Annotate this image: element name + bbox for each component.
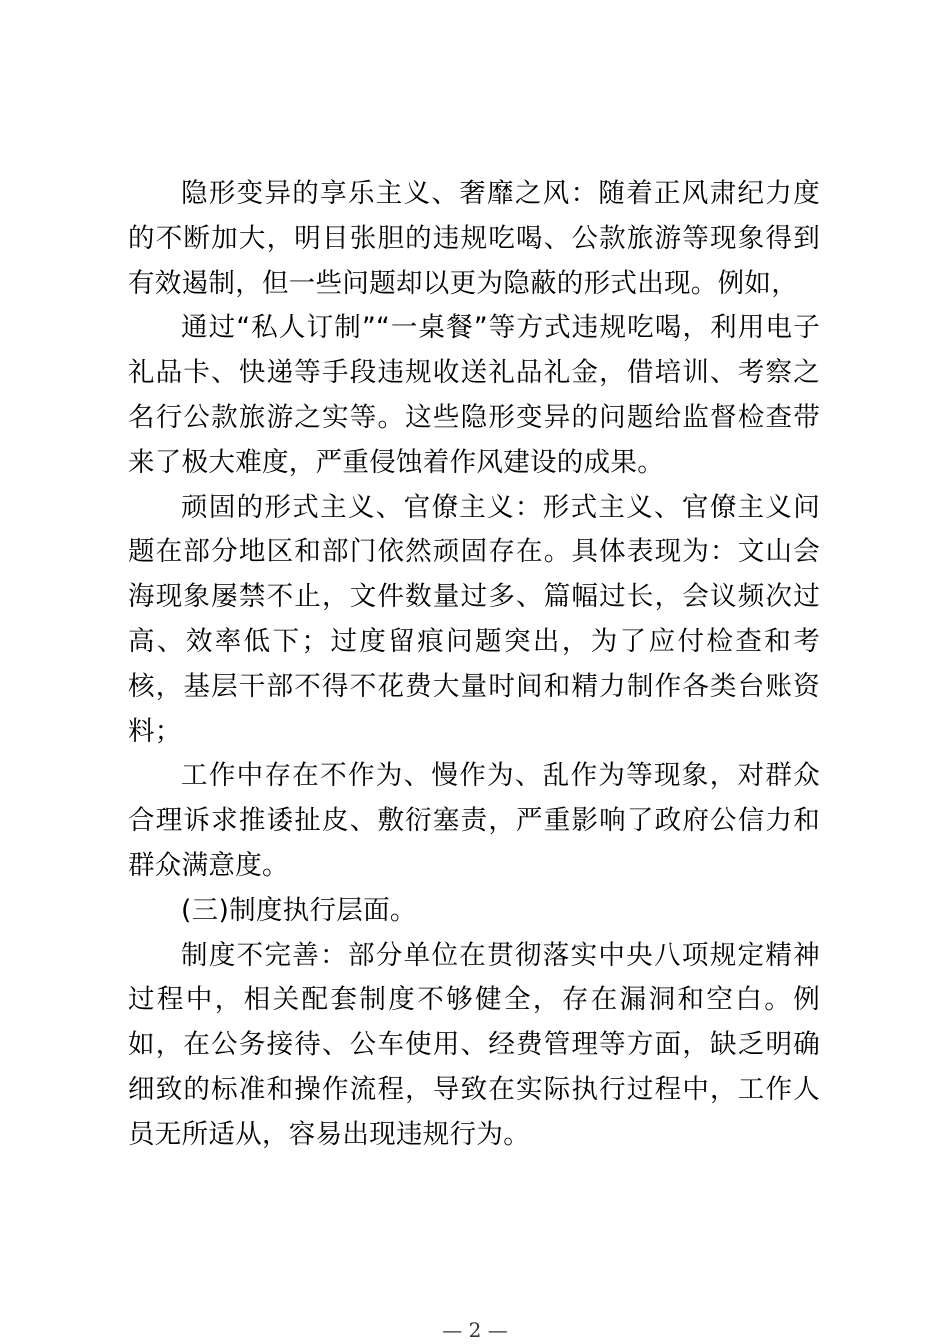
paragraph-hidden-hedonism: 隐形变异的享乐主义、奢靡之风：随着正风肃纪力度的不断加大，明目张胆的违规吃喝、公款旅游等现象得到有效遏制，但一些问题却以更为隐蔽的形式出现。例如，	[128, 178, 820, 299]
paragraph-formalism-bureaucratism: 顽固的形式主义、官僚主义：形式主义、官僚主义问题在部分地区和部门依然顽固存在。具体表现为：文山会海现象屡禁不止，文件数量过多、篇幅过长，会议频次过高、效率低下；过度留痕问题突出，为了应付检查和考核，基层干部不得不花费大量时间和精力制作各类台账资料；	[128, 491, 820, 747]
document-body	[128, 172, 820, 1158]
paragraph-incomplete-system: 制度不完善：部分单位在贯彻落实中央八项规定精神过程中，相关配套制度不够健全，存在漏洞和空白。例如，在公务接待、公车使用、经费管理等方面，缺乏明确细致的标准和操作流程，导致在实际执行过程中，工作人员无所适从，容易出现违规行为。	[128, 939, 820, 1150]
paragraph-violation-examples: 通过“私人订制”“一桌餐”等方式违规吃喝，利用电子礼品卡、快递等手段违规收送礼品礼金，借培训、考察之名行公款旅游之实等。这些隐形变异的问题给监督检查带来了极大难度，严重侵蚀着作风建设的成果。	[128, 312, 820, 478]
paragraph-inaction: 工作中存在不作为、慢作为、乱作为等现象，对群众合理诉求推诿扯皮、敷衍塞责，严重影响了政府公信力和群众满意度。	[128, 760, 820, 881]
section-heading-institutional-execution: (三)制度执行层面。	[181, 894, 417, 926]
page-number: — 2 —	[442, 1318, 508, 1342]
